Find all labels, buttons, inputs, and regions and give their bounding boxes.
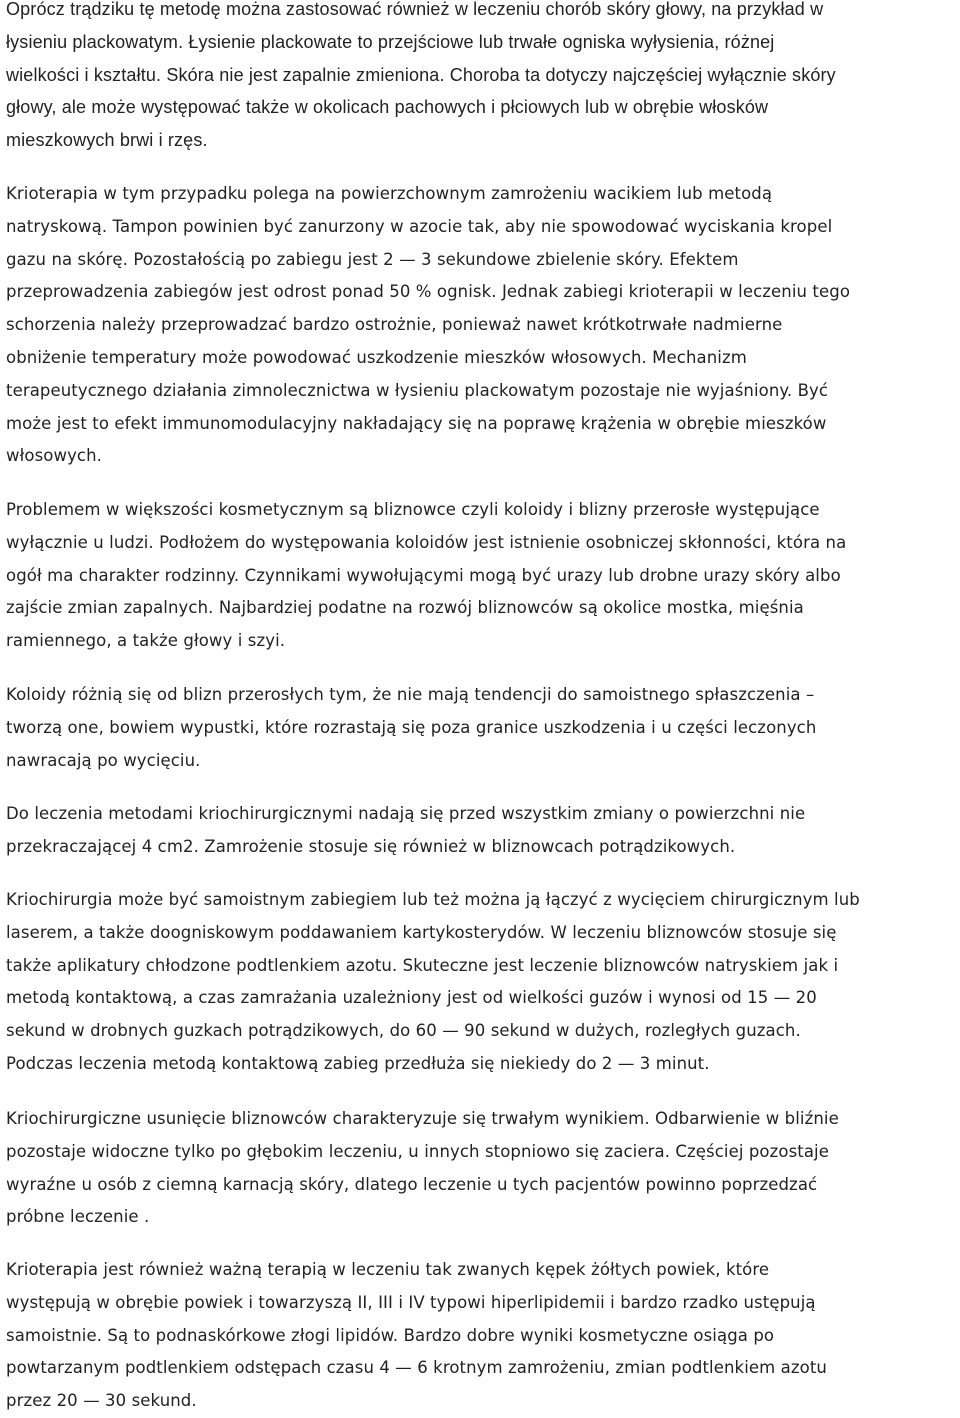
text-line: Kriochirurgia może być samoistnym zabiegiem lub też można ją łączyć z wycięciem chirurgicznym lub	[6, 890, 860, 909]
text-line: laserem, a także doogniskowym poddawaniem kartykosterydów. W leczeniu bliznowców stosuje się	[6, 922, 837, 942]
paragraph-7	[6, 1103, 839, 1234]
text-line: powtarzanym podtlenkiem odstępach czasu 4 — 6 krotnym zamrożeniu, zmian podtlenkiem azotu	[6, 1358, 827, 1378]
text-line: Oprócz trądziku tę metodę można zastosować również w leczeniu chorób skóry głowy, na przykład w	[6, 0, 824, 19]
text-line: przeprowadzenia zabiegów jest odrost ponad 50 % ognisk. Jednak zabiegi krioterapii w leczeniu tego	[6, 282, 851, 302]
text-line: metodą kontaktową, a czas zamrażania uzależniony jest od wielkości guzów i wynosi od 15 — 20	[6, 988, 817, 1008]
text-line: głowy, ale może występować także w okolicach pachowych i płciowych lub w obrębie włosków	[6, 97, 769, 118]
text-line: mieszkowych brwi i rzęs.	[6, 130, 208, 151]
text-line: występują w obrębie powiek i towarzyszą II, III i IV typowi hiperlipidemii i bardzo rzadko ustępują	[6, 1292, 816, 1312]
text-line: pozostaje widoczne tylko po głębokim leczeniu, u innych stopniowo się zaciera. Częściej pozostaje	[6, 1141, 829, 1161]
text-line: terapeutycznego działania zimnolecznictwa w łysieniu plackowatym pozostaje nie wyjaśniony. Być	[6, 380, 829, 400]
text-line: przekraczającej 4 cm2. Zamrożenie stosuje się również w bliznowcach potrądzikowych.	[6, 836, 736, 856]
text-line: schorzenia należy przeprowadzać bardzo ostrożnie, ponieważ nawet krótkotrwałe nadmierne	[6, 315, 783, 335]
text-line: Kriochirurgiczne usunięcie bliznowców charakteryzuje się trwałym wynikiem. Odbarwienie w bliźnie	[6, 1109, 839, 1128]
text-line: Koloidy różnią się od blizn przerosłych tym, że nie mają tendencji do samoistnego spłaszczenia –	[6, 685, 815, 704]
text-line: Podczas leczenia metodą kontaktową zabieg przedłuża się niekiedy do 2 — 3 minut.	[6, 1053, 710, 1073]
text-line: obniżenie temperatury może powodować uszkodzenie mieszków włosowych. Mechanizm	[6, 347, 747, 367]
text-line: Do leczenia metodami kriochirurgicznymi nadają się przed wszystkim zmiany o powierzchni nie	[6, 804, 806, 823]
paragraph-1	[6, 0, 836, 157]
text-line: tworzą one, bowiem wypustki, które rozrastają się poza granice uszkodzenia i u części leczonych	[6, 717, 817, 737]
text-line: wyraźne u osób z ciemną karnacją skóry, dlatego leczenie u tych pacjentów powinno poprzedzać	[6, 1174, 818, 1194]
text-line: sekund w drobnych guzkach potrądzikowych, do 60 — 90 sekund w dużych, rozległych guzach.	[6, 1021, 801, 1041]
paragraph-5	[6, 798, 805, 864]
text-line: zajście zmian zapalnych. Najbardziej podatne na rozwój bliznowców są okolice mostka, mięśnia	[6, 598, 804, 618]
text-line: także aplikatury chłodzone podtlenkiem azotu. Skuteczne jest leczenie bliznowców natryskiem jak i	[6, 955, 839, 975]
text-line: nawracają po wycięciu.	[6, 750, 201, 770]
paragraph-4	[6, 679, 816, 777]
text-line: Krioterapia jest również ważną terapią w leczeniu tak zwanych kępek żółtych powiek, które	[6, 1260, 770, 1279]
paragraph-2	[6, 178, 850, 473]
paragraph-6	[6, 884, 860, 1081]
text-line: gazu na skórę. Pozostałością po zabiegu jest 2 — 3 sekundowe zbielenie skóry. Efektem	[6, 249, 739, 269]
paragraph-3	[6, 494, 846, 658]
text-line: ramiennego, a także głowy i szyi.	[6, 631, 286, 651]
text-line: ogół ma charakter rodzinny. Czynnikami wywołującymi mogą być urazy lub drobne urazy skóry albo	[6, 565, 841, 585]
text-line: może jest to efekt immunomodulacyjny nakładający się na poprawę krążenia w obrębie mieszków	[6, 413, 827, 433]
text-line: łysieniu plackowatym. Łysienie plackowate to przejściowe lub trwałe ogniska wyłysienia, różnej	[6, 31, 775, 52]
paragraph-8	[6, 1254, 827, 1418]
text-line: Problemem w większości kosmetycznym są bliznowce czyli koloidy i blizny przerosłe występujące	[6, 500, 820, 519]
text-line: włosowych.	[6, 446, 103, 466]
text-line: przez 20 — 30 sekund.	[6, 1391, 197, 1411]
text-line: Krioterapia w tym przypadku polega na powierzchownym zamrożeniu wacikiem lub metodą	[6, 184, 773, 203]
text-line: natryskową. Tampon powinien być zanurzony w azocie tak, aby nie spowodować wyciskania kropel	[6, 216, 833, 236]
text-line: samoistnie. Są to podnaskórkowe złogi lipidów. Bardzo dobre wyniki kosmetyczne osiąga po	[6, 1325, 775, 1345]
text-line: próbne leczenie .	[6, 1207, 150, 1227]
text-line: wyłącznie u ludzi. Podłożem do występowania koloidów jest istnienie osobniczej skłonności, która na	[6, 532, 847, 552]
text-line: wielkości i kształtu. Skóra nie jest zapalnie zmieniona. Choroba ta dotyczy najczęściej wyłącznie skóry	[6, 64, 836, 85]
